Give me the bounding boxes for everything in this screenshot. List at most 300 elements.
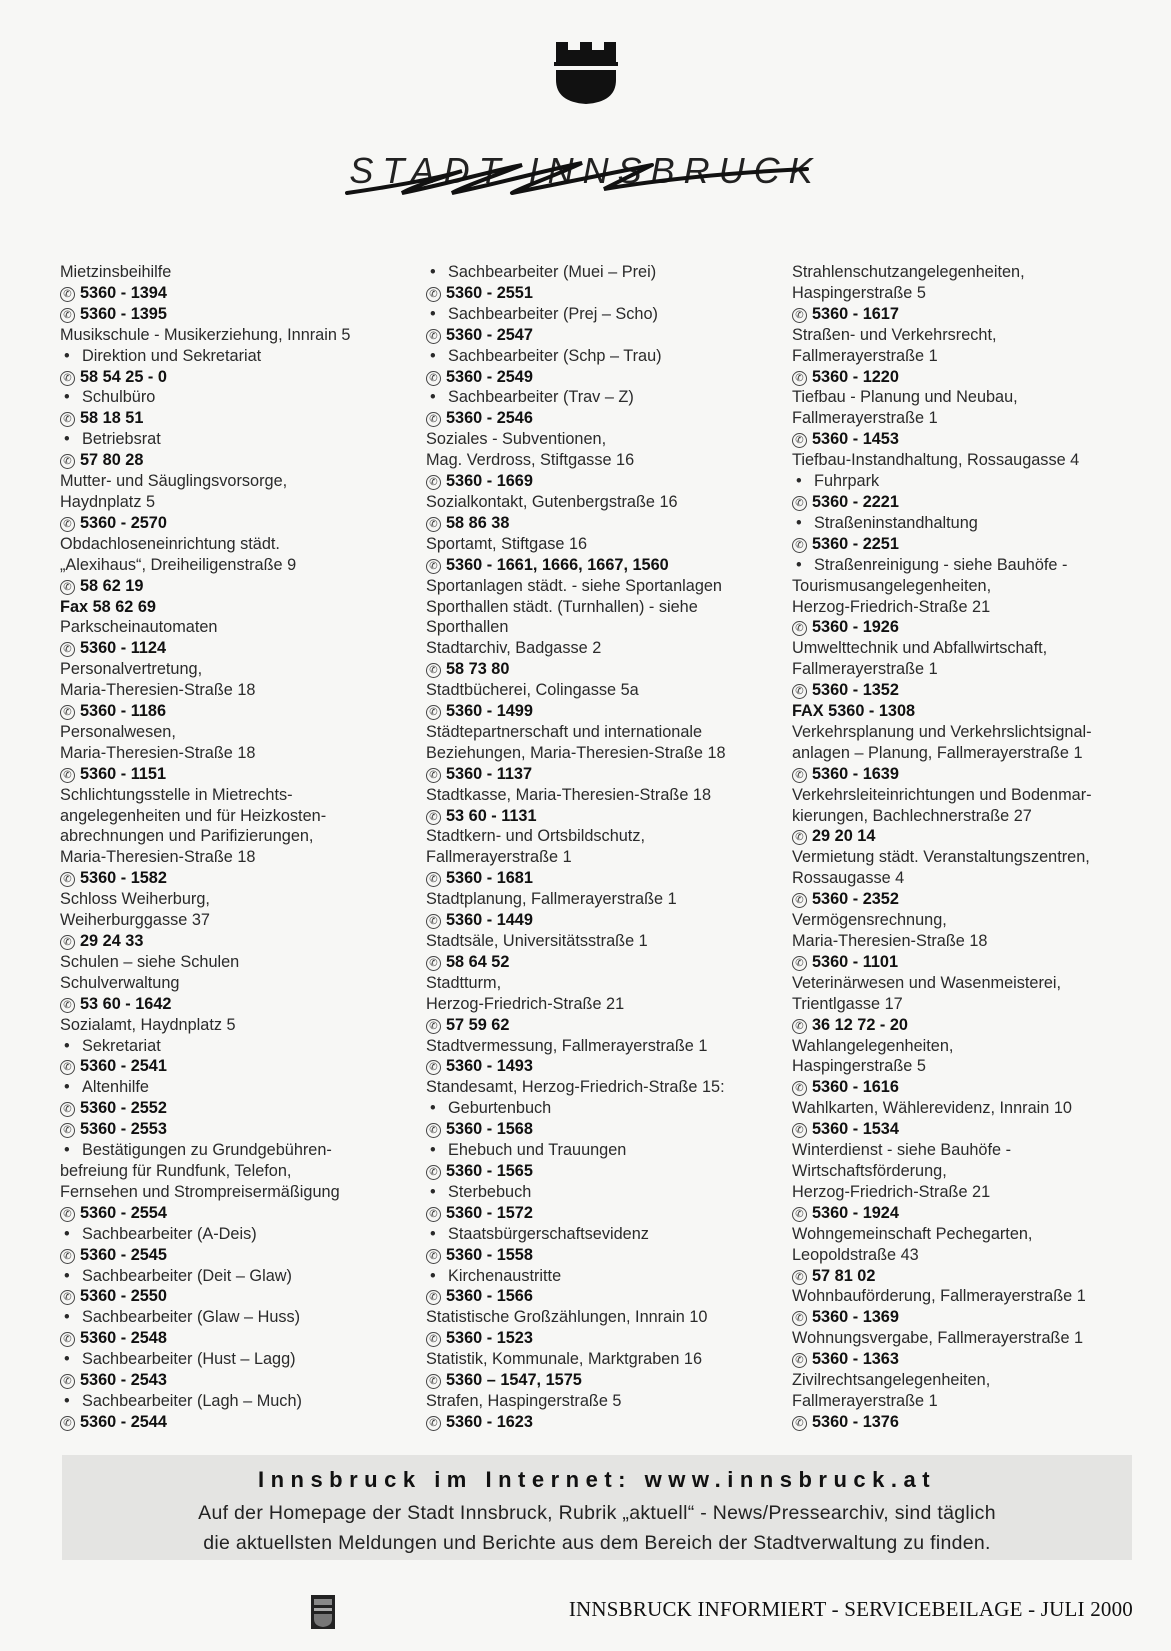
directory-entry: [792, 638, 1152, 659]
bullet-item: [60, 1036, 161, 1057]
directory-entry-text: befreiung für Rundfunk, Telefon,: [60, 1161, 292, 1180]
phone-icon: ✆: [60, 308, 75, 323]
directory-entry: [792, 1140, 1152, 1161]
directory-entry-text: Wirtschaftsförderung,: [792, 1161, 947, 1180]
directory-entry-text: „Alexihaus“, Dreiheiligenstraße 9: [60, 555, 297, 574]
phone-icon: ✆: [426, 517, 441, 532]
phone-number: [60, 994, 420, 1015]
directory-entry: [792, 1036, 1152, 1057]
directory-entry-text: Wohngemeinschaft Pechegarten,: [792, 1224, 1033, 1243]
fax-number-text: Fax 58 62 69: [60, 597, 156, 616]
directory-column-2: [426, 262, 786, 1433]
bullet-item: [426, 1266, 562, 1287]
phone-icon: ✆: [426, 705, 441, 720]
phone-icon: ✆: [792, 1123, 807, 1138]
phone-number-text: 5360 - 1124: [80, 639, 167, 658]
directory-entry-text: Statistische Großzählungen, Innrain 10: [426, 1308, 708, 1327]
phone-number: [792, 367, 1152, 388]
directory-entry: [60, 826, 420, 847]
phone-number-text: 58 73 80: [446, 660, 510, 679]
phone-number: [60, 1370, 420, 1391]
phone-number-text: 58 54 25 - 0: [80, 367, 167, 386]
phone-number: [792, 1266, 1152, 1287]
bullet-item: [426, 346, 662, 367]
phone-number: [426, 1119, 786, 1140]
phone-number-text: 5360 - 1395: [80, 304, 167, 323]
bullet-item-text: Straßenreinigung - siehe Bauhöfe -: [814, 555, 1068, 574]
directory-entry: [792, 1224, 1152, 1245]
directory-entry: [60, 722, 420, 743]
directory-entry-text: Stadtkern- und Ortsbildschutz,: [426, 827, 645, 846]
bullet-item: [60, 1140, 332, 1161]
phone-icon: ✆: [60, 371, 75, 386]
phone-number-text: 5360 - 1363: [812, 1350, 899, 1369]
directory-entry: [792, 1245, 1152, 1266]
bullet-item-text: Sachbearbeiter (Hust – Lagg): [82, 1350, 296, 1369]
phone-number: [60, 868, 420, 889]
directory-entry-text: Stadtplanung, Fallmerayerstraße 1: [426, 890, 677, 909]
phone-icon: ✆: [426, 914, 441, 929]
directory-entry: [792, 408, 1152, 429]
bullet-item-text: Sachbearbeiter (Muei – Prei): [448, 263, 657, 281]
directory-entry-text: Personalwesen,: [60, 722, 176, 741]
directory-entry: [792, 743, 1152, 764]
fax-number: [792, 701, 1152, 722]
phone-number-text: 5360 - 1493: [446, 1057, 533, 1076]
phone-icon: ✆: [792, 496, 807, 511]
directory-entry-text: Stadtturm,: [426, 973, 502, 992]
phone-number-text: 5360 - 1186: [80, 702, 167, 721]
phone-icon: ✆: [792, 1270, 807, 1285]
directory-entry-text: Wohnbauförderung, Fallmerayerstraße 1: [792, 1287, 1086, 1306]
directory-entry-text: Stadtsäle, Universitätsstraße 1: [426, 932, 648, 950]
phone-icon: ✆: [60, 1416, 75, 1431]
phone-icon: ✆: [426, 1416, 441, 1431]
directory-entry-text: Verkehrsleiteinrichtungen und Bodenmar-: [792, 785, 1092, 804]
directory-entry: [792, 283, 1152, 304]
bullet-item-text: Direktion und Sekretariat: [82, 346, 262, 365]
directory-entry: [792, 325, 1152, 346]
phone-number: [60, 1056, 420, 1077]
directory-entry-text: Fallmerayerstraße 1: [426, 848, 572, 867]
header-logo: [0, 30, 1171, 220]
phone-number: [792, 764, 1152, 785]
directory-entry: [792, 346, 1152, 367]
phone-number: [60, 1412, 420, 1433]
phone-number: [60, 576, 420, 597]
directory-column-1: [60, 262, 420, 1433]
phone-number-text: 5360 - 1681: [446, 869, 533, 888]
directory-entry: [426, 889, 786, 910]
phone-icon: ✆: [60, 1332, 75, 1347]
phone-number-text: 5360 - 1151: [80, 764, 167, 783]
directory-entry: [792, 576, 1152, 597]
bullet-item-text: Fuhrpark: [814, 472, 880, 491]
directory-entry: [426, 1077, 786, 1098]
phone-number-text: 5360 - 1499: [446, 702, 533, 721]
directory-entry: [60, 534, 420, 555]
directory-entry-text: Statistik, Kommunale, Marktgraben 16: [426, 1350, 703, 1369]
bullet-item-text: Sachbearbeiter (Lagh – Much): [82, 1391, 302, 1410]
directory-entry: [426, 1349, 786, 1370]
directory-entry: [426, 994, 786, 1015]
phone-number-text: 5360 - 2547: [446, 325, 533, 344]
bullet-item: [426, 387, 634, 408]
directory-entry: [60, 262, 420, 283]
phone-icon: ✆: [426, 663, 441, 678]
directory-entry: [426, 429, 786, 450]
phone-number-text: 5360 - 2543: [80, 1371, 167, 1390]
directory-entry: [426, 450, 786, 471]
directory-entry-text: Maria-Theresien-Straße 18: [60, 743, 256, 762]
phone-icon: ✆: [792, 684, 807, 699]
bullet-item: [60, 1307, 301, 1328]
phone-icon: ✆: [426, 956, 441, 971]
phone-number-text: 5360 - 2546: [446, 409, 533, 428]
phone-number-text: 5360 - 1565: [446, 1161, 533, 1180]
phone-icon: ✆: [60, 287, 75, 302]
directory-entry: [60, 325, 420, 346]
bullet-item: [426, 1182, 532, 1203]
phone-number-text: 5360 - 1376: [812, 1412, 899, 1431]
bullet-icon: •: [430, 304, 436, 323]
phone-number: [60, 1203, 420, 1224]
phone-number-text: 5360 - 2548: [80, 1329, 167, 1348]
phone-number: [426, 868, 786, 889]
phone-number: [60, 450, 420, 471]
directory-entry-text: Rossaugasse 4: [792, 869, 905, 888]
phone-icon: ✆: [426, 872, 441, 887]
directory-entry-text: Vermögensrechnung,: [792, 911, 947, 930]
directory-entry: [60, 1161, 420, 1182]
bullet-item: [792, 555, 1068, 576]
phone-number-text: 57 80 28: [80, 451, 144, 470]
directory-entry: [792, 973, 1152, 994]
phone-icon: ✆: [426, 1207, 441, 1222]
bullet-icon: •: [430, 263, 436, 281]
directory-entry-text: Tiefbau-Instandhaltung, Rossaugasse 4: [792, 451, 1080, 470]
phone-number-text: 36 12 72 - 20: [812, 1015, 908, 1034]
phone-icon: ✆: [60, 1207, 75, 1222]
bullet-icon: •: [430, 388, 436, 407]
banner-text: [62, 1498, 1132, 1558]
phone-number: [792, 1203, 1152, 1224]
directory-entry: [426, 973, 786, 994]
directory-entry: [60, 471, 420, 492]
bullet-icon: •: [64, 346, 70, 365]
phone-icon: ✆: [60, 1374, 75, 1389]
directory-entry: [792, 1056, 1152, 1077]
directory-entry: [792, 1328, 1152, 1349]
directory-entry-text: Sportanlagen städt. - siehe Sportanlagen: [426, 576, 722, 595]
phone-number-text: 5360 – 1547, 1575: [446, 1371, 582, 1390]
phone-number: [426, 555, 786, 576]
phone-icon: ✆: [792, 538, 807, 553]
phone-number: [426, 806, 786, 827]
phone-number: [426, 764, 786, 785]
phone-number-text: 5360 - 1453: [812, 430, 899, 449]
phone-icon: ✆: [60, 454, 75, 469]
directory-columns: [60, 262, 1140, 1432]
phone-number: [60, 304, 420, 325]
phone-number: [60, 1286, 420, 1307]
phone-number: [426, 1056, 786, 1077]
phone-number: [792, 1412, 1152, 1433]
bullet-item-text: Ehebuch und Trauungen: [448, 1141, 627, 1160]
phone-number-text: 58 18 51: [80, 409, 144, 428]
directory-entry-text: Tiefbau - Planung und Neubau,: [792, 388, 1018, 407]
directory-entry-text: Herzog-Friedrich-Straße 21: [792, 1182, 991, 1201]
phone-icon: ✆: [426, 1332, 441, 1347]
bullet-icon: •: [796, 472, 802, 491]
directory-entry-text: Sportamt, Stiftgase 16: [426, 534, 588, 553]
directory-entry: [426, 534, 786, 555]
directory-entry: [792, 1182, 1152, 1203]
bullet-item-text: Kirchenaustritte: [448, 1266, 562, 1285]
bullet-item-text: Sachbearbeiter (Deit – Glaw): [82, 1266, 292, 1285]
phone-icon: ✆: [426, 768, 441, 783]
phone-number-text: 29 20 14: [812, 827, 876, 846]
directory-entry-text: Städtepartnerschaft und internationale: [426, 722, 703, 741]
phone-number: [792, 826, 1152, 847]
phone-icon: ✆: [792, 768, 807, 783]
phone-number-text: 29 24 33: [80, 932, 144, 950]
directory-entry: [792, 387, 1152, 408]
phone-number-text: 5360 - 2544: [80, 1412, 167, 1431]
bullet-item: [426, 1140, 627, 1161]
phone-number-text: 5360 - 1617: [812, 304, 899, 323]
bullet-item-text: Sachbearbeiter (A-Deis): [82, 1224, 257, 1243]
directory-entry: [60, 889, 420, 910]
phone-number-text: 5360 - 1137: [446, 764, 533, 783]
phone-icon: ✆: [792, 621, 807, 636]
phone-number: [426, 471, 786, 492]
phone-number: [60, 408, 420, 429]
directory-entry: [60, 659, 420, 680]
banner-line-1: Auf der Homepage der Stadt Innsbruck, Rubrik „aktuell“ - News/Pressearchiv, sind täglich: [198, 1502, 996, 1524]
bullet-icon: •: [796, 513, 802, 532]
fax-number: [60, 597, 420, 618]
phone-icon: ✆: [792, 956, 807, 971]
phone-icon: ✆: [792, 1019, 807, 1034]
phone-number: [792, 492, 1152, 513]
bullet-icon: •: [64, 1036, 70, 1055]
directory-entry-text: Stadtkasse, Maria-Theresien-Straße 18: [426, 785, 712, 804]
phone-number: [792, 304, 1152, 325]
directory-entry: [426, 1391, 786, 1412]
bullet-item-text: Sachbearbeiter (Prej – Scho): [448, 304, 658, 323]
phone-number-text: 5360 - 1661, 1666, 1667, 1560: [446, 555, 669, 574]
phone-number-text: 5360 - 2545: [80, 1245, 167, 1264]
phone-number: [792, 1349, 1152, 1370]
bullet-item-text: Staatsbürgerschaftsevidenz: [448, 1224, 649, 1243]
phone-number: [426, 1370, 786, 1391]
phone-icon: ✆: [426, 559, 441, 574]
bullet-item-text: Bestätigungen zu Grundgebühren-: [82, 1141, 332, 1160]
phone-number: [792, 1307, 1152, 1328]
directory-entry-text: Straßen- und Verkehrsrecht,: [792, 325, 997, 344]
phone-icon: ✆: [60, 412, 75, 427]
phone-icon: ✆: [426, 371, 441, 386]
bullet-item-text: Geburtenbuch: [448, 1099, 552, 1118]
phone-icon: ✆: [60, 1102, 75, 1117]
directory-entry: [792, 659, 1152, 680]
directory-entry: [426, 722, 786, 743]
directory-entry: [792, 931, 1152, 952]
phone-number-text: 5360 - 1669: [446, 472, 533, 491]
phone-number: [426, 367, 786, 388]
directory-entry-text: Stadtbücherei, Colingasse 5a: [426, 681, 639, 700]
bullet-item: [792, 513, 978, 534]
phone-icon: ✆: [60, 580, 75, 595]
phone-number-text: 5360 - 1568: [446, 1120, 533, 1139]
directory-entry: [60, 952, 420, 973]
phone-icon: ✆: [60, 1060, 75, 1075]
phone-icon: ✆: [60, 1249, 75, 1264]
directory-entry-text: Beziehungen, Maria-Theresien-Straße 18: [426, 743, 726, 762]
phone-number-text: 57 81 02: [812, 1266, 876, 1285]
phone-icon: ✆: [426, 412, 441, 427]
phone-number: [60, 1098, 420, 1119]
directory-entry: [792, 1161, 1152, 1182]
directory-entry: [792, 868, 1152, 889]
phone-number: [792, 1015, 1152, 1036]
directory-entry-text: Fallmerayerstraße 1: [792, 660, 938, 679]
directory-entry-text: Mietzinsbeihilfe: [60, 263, 172, 281]
directory-entry-text: abrechnungen und Parifizierungen,: [60, 827, 314, 846]
phone-number-text: 5360 - 1369: [812, 1308, 899, 1327]
phone-icon: ✆: [60, 872, 75, 887]
phone-number-text: 5360 - 2570: [80, 513, 167, 532]
bullet-item: [60, 1224, 257, 1245]
phone-number-text: 5360 - 2553: [80, 1120, 167, 1139]
phone-number-text: 5360 - 1558: [446, 1245, 533, 1264]
directory-entry: [426, 931, 786, 952]
directory-entry-text: Winterdienst - siehe Bauhöfe -: [792, 1141, 1012, 1160]
directory-entry-text: Sporthallen: [426, 618, 509, 637]
bullet-item: [60, 387, 156, 408]
phone-number-text: 5360 - 1639: [812, 764, 899, 783]
bullet-item: [426, 1098, 552, 1119]
bullet-item-text: Straßeninstandhaltung: [814, 513, 978, 532]
directory-entry-text: Veterinärwesen und Wasenmeisterei,: [792, 973, 1062, 992]
phone-number: [792, 429, 1152, 450]
phone-icon: ✆: [60, 642, 75, 657]
directory-entry-text: Personalvertretung,: [60, 660, 203, 679]
directory-entry-text: Soziales - Subventionen,: [426, 430, 607, 449]
phone-number-text: 5360 - 1566: [446, 1287, 533, 1306]
directory-entry: [60, 847, 420, 868]
directory-entry-text: Stadtvermessung, Fallmerayerstraße 1: [426, 1036, 708, 1055]
bullet-item-text: Schulbüro: [82, 388, 156, 407]
directory-entry-text: Wahlkarten, Wählerevidenz, Innrain 10: [792, 1099, 1072, 1118]
phone-number: [792, 617, 1152, 638]
directory-entry: [426, 680, 786, 701]
bullet-item: [426, 304, 658, 325]
directory-entry: [792, 785, 1152, 806]
phone-number: [426, 659, 786, 680]
phone-icon: ✆: [426, 475, 441, 490]
directory-entry-text: Wahlangelegenheiten,: [792, 1036, 954, 1055]
directory-entry-text: Zivilrechtsangelegenheiten,: [792, 1371, 991, 1390]
directory-entry: [426, 617, 786, 638]
phone-number: [426, 513, 786, 534]
bullet-icon: •: [64, 1391, 70, 1410]
directory-entry-text: Mag. Verdross, Stiftgasse 16: [426, 451, 635, 470]
phone-number-text: 5360 - 1394: [80, 283, 167, 302]
directory-entry: [60, 617, 420, 638]
phone-icon: ✆: [60, 935, 75, 950]
directory-entry-text: anlagen – Planung, Fallmerayerstraße 1: [792, 743, 1083, 762]
directory-entry-text: Maria-Theresien-Straße 18: [792, 932, 988, 950]
bullet-icon: •: [64, 1308, 70, 1327]
phone-number: [60, 701, 420, 722]
phone-icon: ✆: [426, 1123, 441, 1138]
phone-number-text: 58 86 38: [446, 513, 510, 532]
phone-number-text: 5360 - 1523: [446, 1329, 533, 1348]
phone-number: [60, 1245, 420, 1266]
phone-number: [60, 638, 420, 659]
directory-entry-text: Schloss Weiherburg,: [60, 890, 210, 909]
bullet-icon: •: [64, 388, 70, 407]
directory-entry: [792, 910, 1152, 931]
river-wave-icon: [342, 155, 812, 203]
bullet-icon: •: [64, 1350, 70, 1369]
phone-number-text: 5360 - 1924: [812, 1203, 899, 1222]
directory-entry-text: Parkscheinautomaten: [60, 618, 218, 637]
directory-entry-text: Musikschule - Musikerziehung, Innrain 5: [60, 325, 351, 344]
directory-entry: [60, 973, 420, 994]
directory-entry-text: Haspingerstraße 5: [792, 283, 926, 302]
phone-number-text: 5360 - 2551: [446, 283, 533, 302]
phone-number-text: 5360 - 1449: [446, 911, 533, 930]
phone-icon: ✆: [60, 998, 75, 1013]
phone-number-text: 5360 - 1534: [812, 1120, 899, 1139]
directory-entry-text: Haydnplatz 5: [60, 492, 156, 511]
phone-number: [60, 1328, 420, 1349]
bullet-icon: •: [64, 1078, 70, 1097]
phone-icon: ✆: [426, 810, 441, 825]
directory-entry-text: Wohnungsvergabe, Fallmerayerstraße 1: [792, 1329, 1084, 1348]
phone-number-text: 5360 - 1623: [446, 1412, 533, 1431]
directory-entry: [426, 847, 786, 868]
bullet-item: [60, 1266, 292, 1287]
directory-entry: [426, 743, 786, 764]
directory-entry: [60, 555, 420, 576]
phone-icon: ✆: [792, 1416, 807, 1431]
directory-entry: [60, 1182, 420, 1203]
directory-entry-text: angelegenheiten und für Heizkosten-: [60, 806, 327, 825]
phone-number: [426, 1412, 786, 1433]
phone-number-text: 5360 - 1220: [812, 367, 899, 386]
directory-entry: [426, 597, 786, 618]
directory-column-3: [792, 262, 1152, 1433]
phone-number: [426, 701, 786, 722]
directory-entry: [792, 1286, 1152, 1307]
header-title: STADT INNSBRUCK: [349, 150, 822, 191]
directory-entry-text: Herzog-Friedrich-Straße 21: [792, 597, 991, 616]
phone-number: [60, 367, 420, 388]
banner-line-2: die aktuellsten Meldungen und Berichte aus dem Bereich der Stadtverwaltung zu finden.: [203, 1532, 991, 1554]
directory-entry-text: kierungen, Bachlechnerstraße 27: [792, 806, 1032, 825]
bullet-icon: •: [64, 1141, 70, 1160]
directory-entry-text: Vermietung städt. Veranstaltungszentren,: [792, 848, 1090, 867]
phone-number-text: 5360 - 2550: [80, 1287, 167, 1306]
internet-banner: [62, 1455, 1132, 1560]
bullet-item-text: Sekretariat: [82, 1036, 161, 1055]
directory-entry: [60, 785, 420, 806]
phone-number: [60, 931, 420, 952]
